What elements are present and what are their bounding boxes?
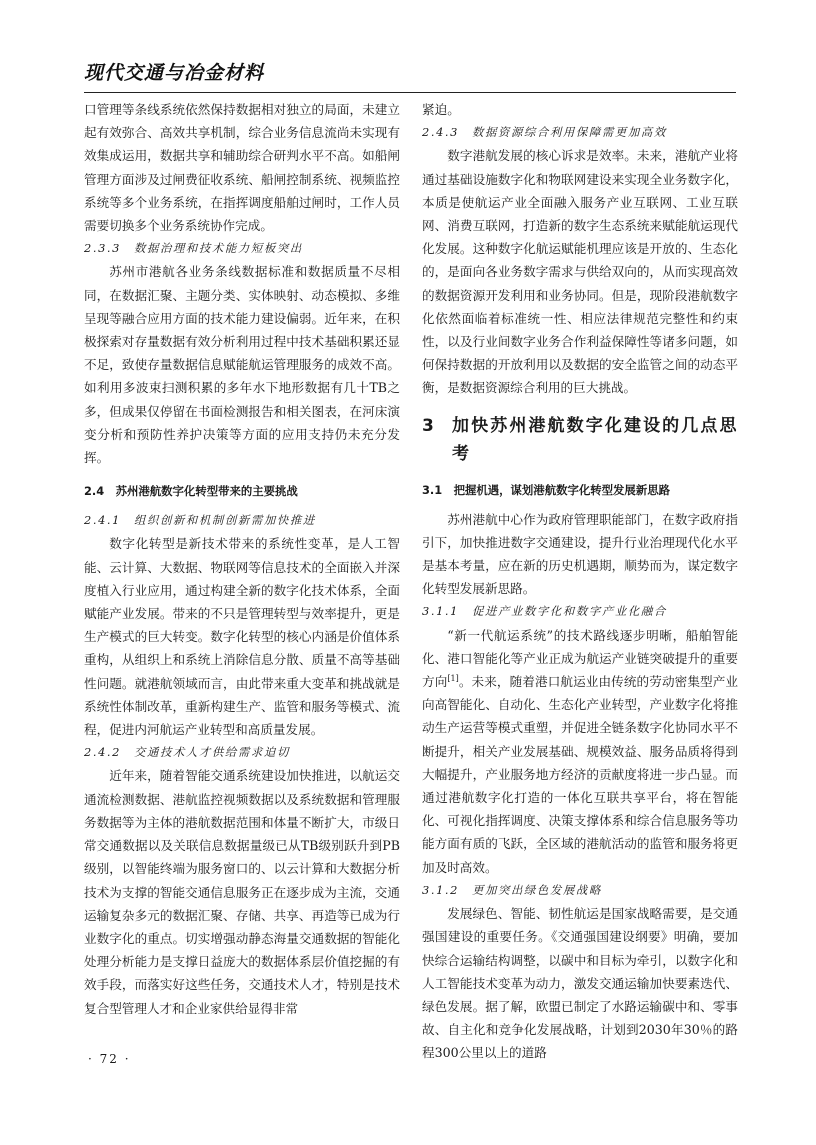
section-heading-2-4-2: 2.4.2 交通技术人才供给需求迫切 (84, 745, 290, 760)
paragraph (422, 624, 738, 879)
section-number: 3 (422, 415, 436, 436)
paragraph-text: 。未来，随着港口航运业由传统的劳动密集型产业向高智能化、自动化、生态化产业转型，产业数字化将推动生产运营等模式重塑，并促进全链条数字化协同水平不断提升，相关产业发展基础、规模效益、服务品质将得到大幅提升，产业服务地方经济的贡献度将进一步凸显。而通过港航数字化打造的一体化互联共享平台，将在智能化、可视化指挥调度、决策支撑体系和综合信息服务等功能方面有质的飞跃，全区域的港航活动的监管和服务将更加及时高效。 (422, 674, 739, 875)
paragraph: 数字化转型是新技术带来的系统性变革，是人工智能、云计算、大数据、物联网等信息技术的全面嵌入并深度植入行业应用，通过构建全新的数字化技术体系，全面赋能产业发展。带来的不只是管理转型与效率提升，更是生产模式的巨大转变。数字化转型的核心内涵是价值体系重构，从组织上和系统上消除信息分散、质量不高等基础性问题。就港航领域而言，由此带来重大变革和挑战就是系统性体制改革，重新构建生产、监管和服务等模式、流程，促进内河航运产业转型和高质量发展。 (84, 536, 400, 738)
section-heading-3 (422, 412, 738, 468)
header-rule (84, 92, 736, 93)
citation-marker[interactable]: [1] (447, 673, 459, 683)
journal-title: 现代交通与冶金材料 (84, 62, 265, 84)
section-title: 加快苏州港航数字化建设的几点思考 (452, 415, 738, 464)
paragraph: 苏州市港航各业务条线数据标准和数据质量不尽相同，在数据汇聚、主题分类、实体映射、动态模拟、多维呈现等融合应用方面的技术能力建设偏弱。近年来，在积极探索对存量数据有效分析利用过程中技术基础积累还显不足，致使存量数据信息赋能航运管理服务的成效不高。如利用多波束扫测积累的多年水下地形数据有几十TB之多，但成果仅停留在书面检测报告和相关图表，在河床演变分析和预防性养护决策等方面的应用支持仍未充分发挥。 (84, 264, 400, 466)
section-heading-2-3-3: 2.3.3 数据治理和技术能力短板突出 (84, 241, 303, 256)
section-heading-2-4: 2.4 苏州港航数字化转型带来的主要挑战 (84, 484, 298, 499)
paragraph: 苏州港航中心作为政府管理职能部门，在数字政府指引下，加快推进数字交通建设，提升行业治理现代化水平是基本考量，应在新的历史机遇期，顺势而为，谋定数字化转型发展新思路。 (422, 511, 738, 597)
section-heading-3-1-1: 3.1.1 促进产业数字化和数字产业化融合 (422, 604, 667, 619)
paragraph: 紧迫。 (422, 102, 460, 117)
left-column (84, 98, 400, 1020)
paragraph: 发展绿色、智能、韧性航运是国家战略需要，是交通强国建设的重要任务。《交通强国建设纲要》明确，要加快综合运输结构调整，以碳中和目标为牵引，以数字化和人工智能技术变革为动力，激发交通运输加快要素迭代、绿色发展。据了解，欧盟已制定了水路运输碳中和、零事故、自主化和竞争化发展战略，计划到2030年30％的路程300公里以上的道路 (422, 906, 738, 1061)
paragraph: 口管理等条线系统依然保持数据相对独立的局面，未建立起有效弥合、高效共享机制，综合业务信息流尚未实现有效集成运用，数据共享和辅助综合研判水平不高。如船闸管理方面涉及过闸费征收系统、船闸控制系统、视频监控系统等多个业务系统，在指挥调度船舶过闸时，工作人员需要切换多个业务系统协作完成。 (84, 102, 400, 234)
section-heading-2-4-3: 2.4.3 数据资源综合利用保障需更加高效 (422, 125, 667, 140)
section-heading-3-1: 3.1 把握机遇，谋划港航数字化转型发展新思路 (422, 482, 670, 497)
paragraph-text: “新一代航运系统”的技术路线逐步明晰，船舶智能化、港口智能化等产业正成为航运产业链突破提升的重要方向 (422, 627, 738, 690)
paragraph: 近年来，随着智能交通系统建设加快推进，以航运交通流检测数据、港航监控视频数据以及系统数据和管理服务数据等为主体的港航数据范围和体量不断扩大，市级日常交通数据以及关联信息数据量级已从TB级别跃升到PB级别，以智能终端为服务窗口的、以云计算和大数据分析技术为支撑的智能交通信息服务正在逐步成为主流，交通运输复杂多元的数据汇聚、存储、共享、再造等已成为行业数字化的重点。切实增强动静态海量交通数据的智能化处理分析能力是支撑日益庞大的数据体系层价值挖掘的有效手段，而落实好这些任务，交通技术人才，特别是技术复合型管理人才和企业家供给显得非常 (84, 768, 400, 1016)
section-heading-2-4-1: 2.4.1 组织创新和机制创新需加快推进 (84, 513, 316, 528)
right-column (422, 98, 738, 1065)
section-heading-3-1-2: 3.1.2 更加突出绿色发展战略 (422, 882, 602, 897)
paragraph: 数字港航发展的核心诉求是效率。未来，港航产业将通过基础设施数字化和物联网建设来实现全业务数字化，本质是使航运产业全面融入服务产业互联网、工业互联网、消费互联网，打造新的数字生态系统来赋能航运现代化发展。这种数字化航运赋能机理应该是开放的、生态化的，是面向各业务数字需求与供给双向的，从而实现高效的数据资源开发利用和业务协同。但是，现阶段港航数字化依然面临着标准统一性、相应法律规范完整性和约束性，以及行业间数字业务合作利益保障性等诸多问题，如何保持数据的开放利用以及数据的安全监管之间的动态平衡，是数据资源综合利用的巨大挑战。 (422, 148, 738, 396)
page-number: · 72 · (88, 1052, 131, 1066)
